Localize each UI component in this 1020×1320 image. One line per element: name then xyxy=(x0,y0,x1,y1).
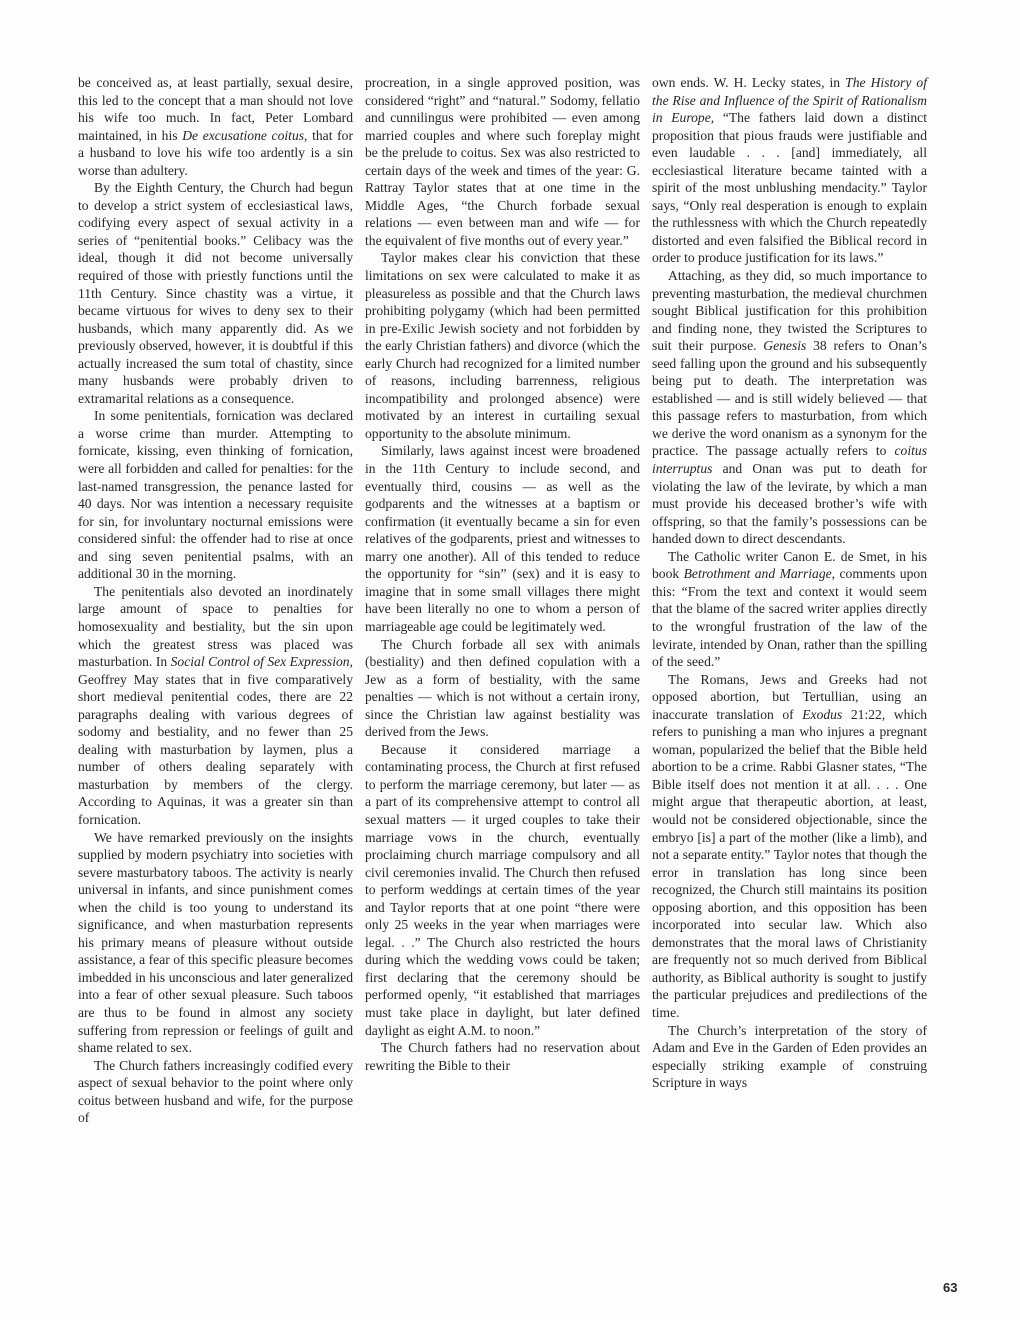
text-run: be conceived as, at least partially, sexual desire, this led to the concept that a man should not love his wife too much. In fact, Peter Lombard maintained, in his xyxy=(78,75,353,143)
text-run: procreation, in a single approved position, was considered “right” and “natural.” Sodomy, fellatio and cunnilingus were prohibited — even among married couples and where such foreplay might be the prelude to coitus. Sex was also restricted to certain days of the week and times of the year: G. Rattray Taylor states that at one time in the Middle Ages, “the Church forbade sexual relations — even between man and wife — for the equivalent of five months out of every year.” xyxy=(365,75,640,248)
text-run: By the Eighth Century, the Church had begun to develop a strict system of ecclesiastical laws, codifying every aspect of sexual activity in a series of “penitential books.” Celibacy was the ideal, though it did not become universally required of those with priestly functions until the 11th Century. Since chastity was a virtue, it became virtuous for wives to deny sex to their husbands, which many apparently did. As we previously observed, however, it is doubtful if this actually increased the sum total of chastity, since many husbands were probably driven to extramarital relations as a consequence. xyxy=(78,180,353,406)
text-run: In some penitentials, fornication was declared a worse crime than murder. Attempting to fornicate, kissing, even thinking of fornication, were all forbidden and called for penalties: for the last-named transgression, the penance lasted for 40 days. Nor was intention a necessary requisite for sin, for involuntary nocturnal emissions were considered sinful: the offender had to rise at once and sing seven penitential psalms, with an additional 30 in the morning. xyxy=(78,408,353,582)
text-run: We have remarked previously on the insights supplied by modern psychiatry into societies with severe masturbatory taboos. The activity is nearly universal in infants, and since punishment comes when the child is too young to understand its significance, and when masturbation represents his primary means of pleasure without outside assistance, a fear of this specific pleasure becomes imbedded in his unconscious and later generalized into a fear of other sexual pleasure. Such taboos are thus to be found in almost any society suffering from repression or feelings of guilt and shame related to sex. xyxy=(78,829,353,1056)
text-run: The penitentials also devoted an inordinately large amount of space to penalties for homosexuality and bestiality, but the sin upon which the greatest stress was placed was masturbation. In xyxy=(78,583,353,670)
text-run: The Romans, Jews and Greeks had not opposed abortion, but Tertullian, using an inaccurate translation of xyxy=(652,671,927,722)
paragraph xyxy=(78,829,353,1057)
text-run: The Church fathers increasingly codified every aspect of sexual behavior to the point where only coitus between husband and wife, for the purpose of xyxy=(78,1057,353,1126)
text-run: 38 refers to Onan’s seed falling upon the ground and his subsequently being put to death. The interpretation was established — and is still widely believed — that this passage refers to masturbation, from which we derive the word onanism as a synonym for the practice. The passage actually refers to xyxy=(652,338,927,459)
italic-title: Social Control of Sex Expression xyxy=(170,654,350,670)
italic-title: Exodus xyxy=(802,706,843,722)
paragraph xyxy=(652,671,927,1022)
text-column-1 xyxy=(78,74,353,1127)
text-column-3 xyxy=(652,74,927,1092)
text-run: Taylor makes clear his conviction that these limitations on sex were calculated to make it as pleasureless as possible and that the Church laws prohibiting polygamy (which had been permitted in pre-Exilic Jewish society and not forbidden by the early Christian fathers) and divorce (which the early Church had recognized for a limited number of reasons, including barrenness, religious incompatibility and prolonged absence) were motivated by an interest in curtailing sexual opportunity to the absolute minimum. xyxy=(365,250,640,441)
text-run: , “The fathers laid down a distinct proposition that pious frauds were justifiable and even laudable . . . [and] immediately, all ecclesiastical literature became tainted with a spirit of the most unblushing mendacity.” Taylor says, “Only real desperation is enough to explain the ruthlessness with which the Church repeatedly distorted and even falsified the Biblical record in order to produce justification for its laws.” xyxy=(652,110,927,266)
paragraph xyxy=(78,583,353,829)
text-run: The Church fathers had no reservation about rewriting the Bible to their xyxy=(365,1040,640,1073)
paragraph xyxy=(365,249,640,442)
text-run: Similarly, laws against incest were broadened in the 11th Century to include second, and eventually third, cousins — as well as the godparents and the witnesses at a baptism or confirmation (it eventually became a sin for even relatives of the godparents, priest and witnesses to marry one another). All of this tended to reduce the opportunity for “sin” (sex) and it is easy to imagine that in some small villages there might have been literally no one to whom a person of marriageable age could be legitimately wed. xyxy=(365,443,640,634)
italic-title: Genesis xyxy=(763,338,807,354)
text-run: 21:22, which refers to punishing a man who injures a pregnant woman, popularized the belief that the Bible held abortion to be a crime. Rabbi Glasner states, “The Bible itself does not mention it at all. . . . One might argue that therapeutic abortion, at least, would not be considered objectionable, since the embryo [is] a part of the mother (like a limb), and not a separate entity.” Taylor notes that though the error in translation has long since been recognized, the Church still maintains its position opposing abortion, and this opposition has been incorporated into secular law. Which also demonstrates that the moral laws of Christianity are frequently not so much derived from Biblical authority, as Biblical authority is sought to justify the particular prejudices and predilections of the time. xyxy=(652,706,927,1020)
page-number: 63 xyxy=(943,1280,958,1295)
text-run: The Church forbade all sex with animals (bestiality) and then defined copulation with a Jew as a form of bestiality, with the same penalties — which is not without a certain irony, since the Christian law against bestiality was derived from the Jews. xyxy=(365,636,640,740)
paragraph xyxy=(652,1022,927,1092)
text-run: and Onan was put to death for violating the law of the levirate, by which a man must provide his deceased brother’s wife with offspring, so that the family’s possessions can be handed down to direct descendants. xyxy=(652,461,927,547)
text-run: The Catholic writer Canon E. de Smet, in his book xyxy=(652,548,927,582)
text-run: , comments upon this: “From the text and context it would seem that the blame of the sacred writer applies directly to the wrongful frustration of the law of the levirate, intended by Onan, rather than the spilling of the seed.” xyxy=(652,566,927,670)
paragraph xyxy=(652,548,927,671)
paragraph xyxy=(652,267,927,548)
paragraph xyxy=(78,179,353,407)
text-run: , Geoffrey May states that in five comparatively short medieval penitential codes, there are 22 paragraphs dealing with various degrees of sodomy and bestiality, and no fewer than 25 dealing with masturbation by laymen, plus a number of others dealing separately with masturbation by members of the clergy. According to Aquinas, it was a greater sin than fornication. xyxy=(78,654,353,827)
paragraph xyxy=(365,1039,640,1074)
text-run: , that for a husband to love his wife too ardently is a sin worse than adultery. xyxy=(78,127,353,178)
text-run: own ends. W. H. Lecky states, in xyxy=(652,75,846,90)
paragraph xyxy=(652,74,927,267)
italic-title: coitus interruptus xyxy=(652,443,927,477)
paragraph xyxy=(365,74,640,249)
text-run: Because it considered marriage a contaminating process, the Church at first refused to perform the marriage ceremony, but later — as a part of its comprehensive attempt to control all sexual matters — it urged couples to take their marriage vows in the church, eventually proclaiming church marriage compulsory and all civil ceremonies invalid. The Church then refused to perform weddings at certain times of the year and Taylor reports that at one point “there were only 25 weeks in the year when marriages were legal. . .” The Church also restricted the hours during which the wedding vows could be taken; first declaring that the ceremony should be performed openly, “it established that marriages must take place in daylight, but later defined daylight as eight A.M. to noon.” xyxy=(365,741,640,1038)
text-column-2 xyxy=(365,74,640,1074)
text-run: The Church’s interpretation of the story of Adam and Eve in the Garden of Eden provides an especially striking example of construing Scripture in ways xyxy=(652,1022,927,1091)
text-run: Attaching, as they did, so much importance to preventing masturbation, the medieval churchmen sought Biblical justification for this prohibition and finding none, they twisted the Scriptures to suit their purpose. xyxy=(652,268,927,354)
paragraph xyxy=(365,636,640,741)
paragraph xyxy=(78,74,353,179)
paragraph xyxy=(78,407,353,582)
paragraph xyxy=(365,741,640,1039)
italic-title: The History of the Rise and Influence of the Spirit of Rationalism in Europe xyxy=(652,75,927,126)
italic-title: De excusatione coitus xyxy=(182,127,305,143)
paragraph xyxy=(78,1057,353,1127)
paragraph xyxy=(365,442,640,635)
italic-title: Betrothment and Marriage xyxy=(683,566,832,582)
